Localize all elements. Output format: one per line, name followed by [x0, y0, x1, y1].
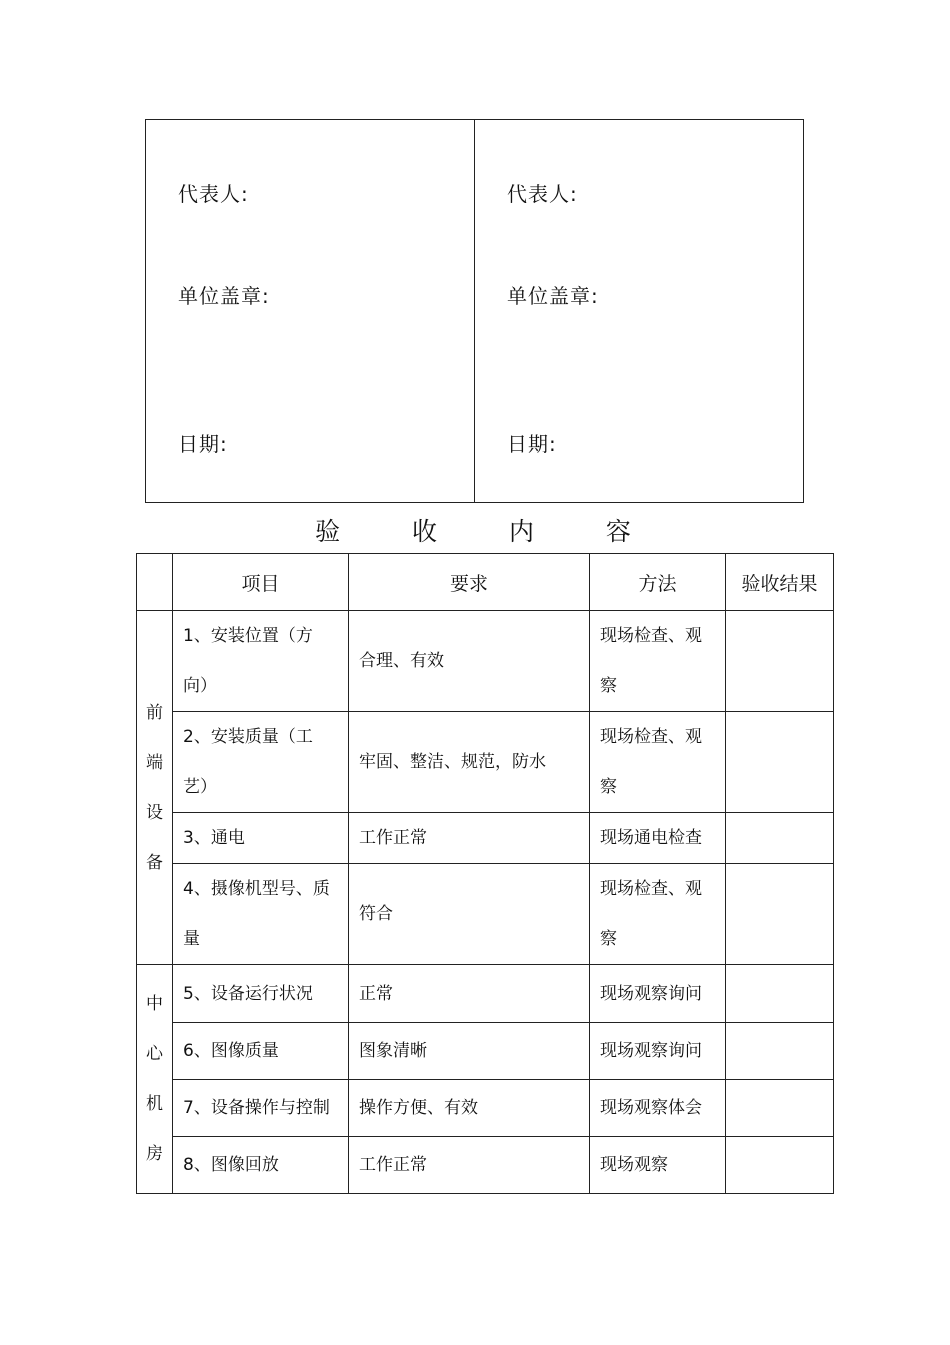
- method-cell: 现场观察询问: [600, 983, 702, 1004]
- item-cell: 7、设备操作与控制: [183, 1098, 330, 1118]
- group-label-machine-room: [137, 965, 173, 1194]
- requirement-cell: 正常: [359, 983, 393, 1004]
- item-cell: 3、通电: [183, 828, 245, 848]
- table-header-row: [137, 554, 834, 611]
- section-title: 验 收 内 容: [315, 517, 663, 546]
- method-cell: 现场检查、观察: [600, 879, 702, 949]
- method-cell: 现场观察体会: [600, 1098, 702, 1118]
- seal-label: 单位盖章:: [507, 284, 599, 308]
- table-row: [137, 864, 834, 965]
- group-char: 中: [146, 994, 163, 1014]
- group-char: 备: [146, 852, 163, 873]
- table-row: [137, 965, 834, 1023]
- requirement-cell: 牢固、整洁、规范，防水: [359, 752, 546, 772]
- header-cell-item: 项目: [173, 554, 349, 611]
- date-label: 日期:: [178, 432, 228, 456]
- acceptance-table: [136, 553, 834, 1194]
- item-cell: 4、摄像机型号、质量: [183, 879, 330, 949]
- item-cell: 2、安装质量（工艺）: [183, 727, 313, 797]
- group-char: 房: [146, 1144, 163, 1164]
- table-row: [137, 1023, 834, 1080]
- signature-table: [145, 119, 804, 503]
- item-cell: 1、安装位置（方向）: [183, 626, 313, 696]
- header-cell-result: 验收结果: [726, 554, 834, 611]
- item-cell: 5、设备运行状况: [183, 983, 313, 1004]
- seal-label: 单位盖章:: [178, 284, 270, 308]
- group-char: 端: [146, 752, 163, 773]
- requirement-cell: 符合: [359, 904, 393, 924]
- requirement-cell: 工作正常: [359, 828, 427, 848]
- table-row: [137, 1080, 834, 1137]
- table-row: [137, 1137, 834, 1194]
- requirement-cell: 工作正常: [359, 1155, 427, 1175]
- signature-column-left: [146, 120, 474, 502]
- table-row: [137, 813, 834, 864]
- item-cell: 6、图像质量: [183, 1041, 279, 1061]
- group-char: 机: [146, 1094, 163, 1114]
- item-cell: 8、图像回放: [183, 1155, 279, 1175]
- header-cell-requirement: 要求: [349, 554, 590, 611]
- group-char: 设: [146, 802, 163, 823]
- method-cell: 现场观察询问: [600, 1041, 702, 1061]
- date-label: 日期:: [507, 432, 557, 456]
- header-cell-group: [137, 554, 173, 611]
- table-row: [137, 712, 834, 813]
- method-cell: 现场检查、观察: [600, 727, 702, 797]
- method-cell: 现场观察: [600, 1155, 668, 1175]
- method-cell: 现场检查、观察: [600, 626, 702, 696]
- signature-column-right: [474, 120, 803, 502]
- requirement-cell: 操作方便、有效: [359, 1098, 478, 1118]
- representative-label: 代表人:: [507, 182, 578, 206]
- requirement-cell: 图象清晰: [359, 1041, 427, 1061]
- group-char: 前: [146, 702, 163, 723]
- group-label-front-end: [137, 611, 173, 965]
- representative-label: 代表人:: [178, 182, 249, 206]
- requirement-cell: 合理、有效: [359, 651, 444, 671]
- method-cell: 现场通电检查: [600, 828, 702, 848]
- table-row: [137, 611, 834, 712]
- group-char: 心: [146, 1044, 163, 1064]
- header-cell-method: 方法: [590, 554, 726, 611]
